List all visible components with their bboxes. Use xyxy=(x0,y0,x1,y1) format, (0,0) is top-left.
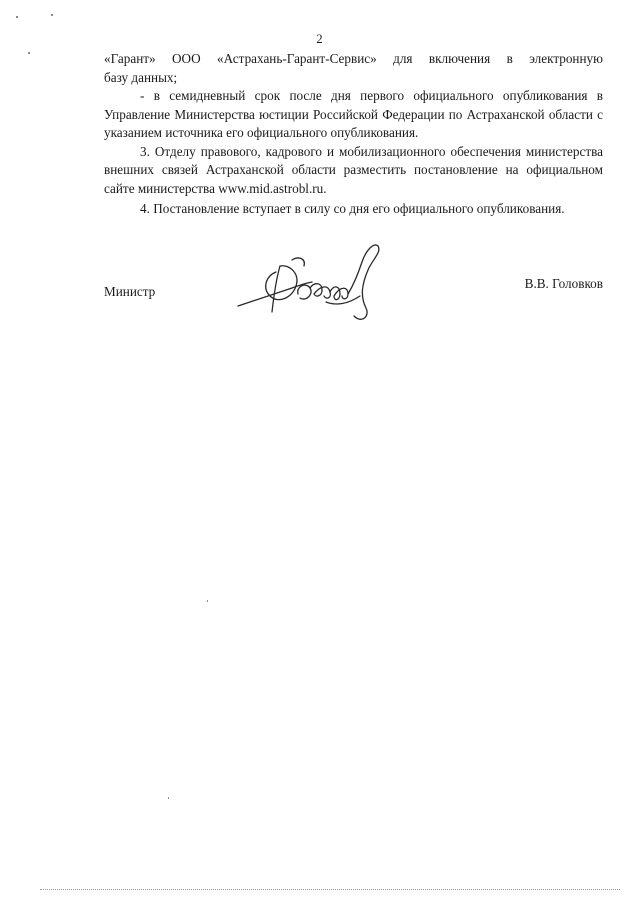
scan-speck xyxy=(168,797,169,799)
signatory-title: Министр xyxy=(104,284,156,299)
scan-speck xyxy=(28,52,30,54)
paragraph-1-line-2: базу данных; xyxy=(104,69,178,85)
scan-speck xyxy=(207,600,208,602)
paragraph-1-line-1: «Гарант» ООО «Астрахань-Гарант-Сервис» для включения в электронную xyxy=(104,51,603,66)
page-number: 2 xyxy=(316,32,323,46)
paragraph-4: 4. Постановление вступает в силу со дня его официального опубликования. xyxy=(140,201,565,216)
scan-edge-line xyxy=(40,889,620,890)
paragraph-3: 3. Отделу правового, кадрового и мобилизационного обеспечения министерства внешних связей Астраханской области разместить постановление на официальном сайте министерства www.mid.astrobl.ru. xyxy=(104,143,603,196)
scan-speck xyxy=(16,16,18,18)
paragraph-2: - в семидневный срок после дня первого официального опубликования в Управление Министерства юстиции Российской Федерации по Астраханской области с указанием источника его официального опубликования. xyxy=(104,88,603,140)
scan-speck xyxy=(51,14,53,16)
signatory-name: В.В. Головков xyxy=(524,276,603,291)
handwritten-signature xyxy=(236,236,386,330)
body-text xyxy=(104,50,603,219)
